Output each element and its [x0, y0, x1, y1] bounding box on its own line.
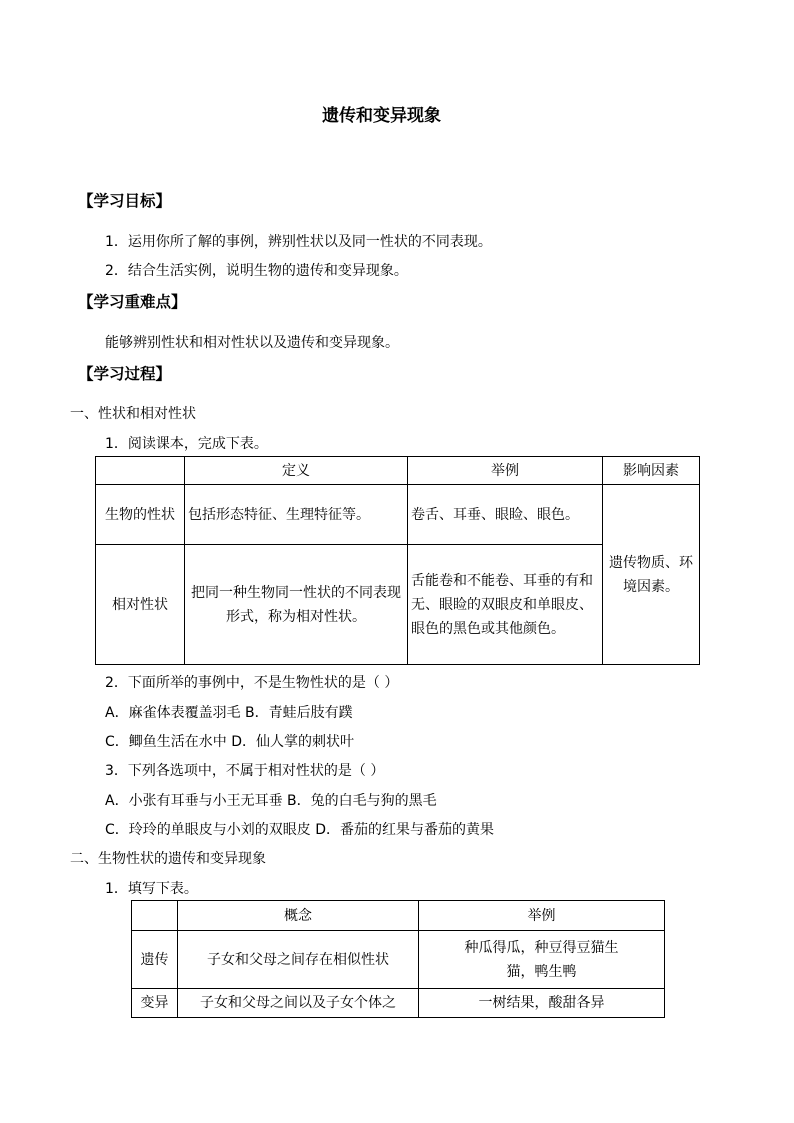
part2-question-1: 1．填写下表。 — [105, 881, 198, 897]
traits-table-cell-term: 生物的性状 — [96, 485, 185, 545]
heredity-table-cell-example: 一树结果，酸甜各异 — [419, 989, 665, 1018]
heredity-table-row-heredity — [132, 931, 665, 989]
traits-table-cell-example: 舌能卷和不能卷、耳垂的有和无、眼睑的双眼皮和单眼皮、眼色的黑色或其他颜色。 — [408, 545, 603, 665]
traits-table-cell-factor: 遗传物质、环境因素。 — [603, 485, 700, 665]
heredity-table-cell-term: 遗传 — [132, 931, 178, 989]
heredity-table — [131, 900, 665, 1018]
part2-heading: 二、生物性状的遗传和变异现象 — [70, 851, 266, 867]
traits-table-header-example: 举例 — [408, 457, 603, 485]
traits-table-cell-definition: 把同一种生物同一性状的不同表现形式，称为相对性状。 — [185, 545, 408, 665]
traits-table-header-row — [96, 457, 700, 485]
heredity-table-cell-concept: 子女和父母之间以及子女个体之 — [178, 989, 419, 1018]
section-heading-key-points: 【学习重难点】 — [78, 293, 187, 311]
goal-item-2: 2．结合生活实例，说明生物的遗传和变异现象。 — [105, 263, 408, 279]
key-points-text: 能够辨别性状和相对性状以及遗传和变异现象。 — [105, 335, 399, 351]
page-title: 遗传和变异现象 — [322, 106, 441, 126]
part1-question-2-options-ab: A．麻雀体表覆盖羽毛 B．青蛙后肢有蹼 — [105, 705, 353, 721]
section-heading-goals: 【学习目标】 — [78, 192, 172, 210]
heredity-table-header-concept: 概念 — [178, 901, 419, 931]
traits-table-cell-definition: 包括形态特征、生理特征等。 — [185, 485, 408, 545]
part1-question-3-options-cd: C．玲玲的单眼皮与小刘的双眼皮 D．番茄的红果与番茄的黄果 — [105, 822, 495, 838]
traits-table-header-definition: 定义 — [185, 457, 408, 485]
heredity-table-row-variation — [132, 989, 665, 1018]
part1-question-2: 2．下面所举的事例中，不是生物性状的是（ ） — [105, 675, 399, 691]
traits-table-cell-example: 卷舌、耳垂、眼睑、眼色。 — [408, 485, 603, 545]
part1-question-3: 3．下列各选项中，不属于相对性状的是（ ） — [105, 763, 385, 779]
heredity-table-header-empty — [132, 901, 178, 931]
heredity-table-header-example: 举例 — [419, 901, 665, 931]
part1-question-3-options-ab: A．小张有耳垂与小王无耳垂 B．兔的白毛与狗的黑毛 — [105, 793, 437, 809]
goal-item-1: 1．运用你所了解的事例，辨别性状以及同一性状的不同表现。 — [105, 234, 492, 250]
heredity-table-cell-example: 种瓜得瓜，种豆得豆猫生猫，鸭生鸭 — [419, 931, 665, 989]
traits-table-header-empty — [96, 457, 185, 485]
part1-heading: 一、性状和相对性状 — [70, 406, 196, 422]
heredity-table-header-row — [132, 901, 665, 931]
traits-table-header-factor: 影响因素 — [603, 457, 700, 485]
part1-question-2-options-cd: C．鲫鱼生活在水中 D．仙人掌的刺状叶 — [105, 734, 355, 750]
heredity-table-cell-concept: 子女和父母之间存在相似性状 — [178, 931, 419, 989]
part1-question-1: 1．阅读课本，完成下表。 — [105, 436, 268, 452]
traits-table-cell-term: 相对性状 — [96, 545, 185, 665]
section-heading-process: 【学习过程】 — [78, 365, 172, 383]
traits-table-row-trait — [96, 485, 700, 545]
traits-table — [95, 456, 700, 665]
heredity-table-cell-term: 变异 — [132, 989, 178, 1018]
